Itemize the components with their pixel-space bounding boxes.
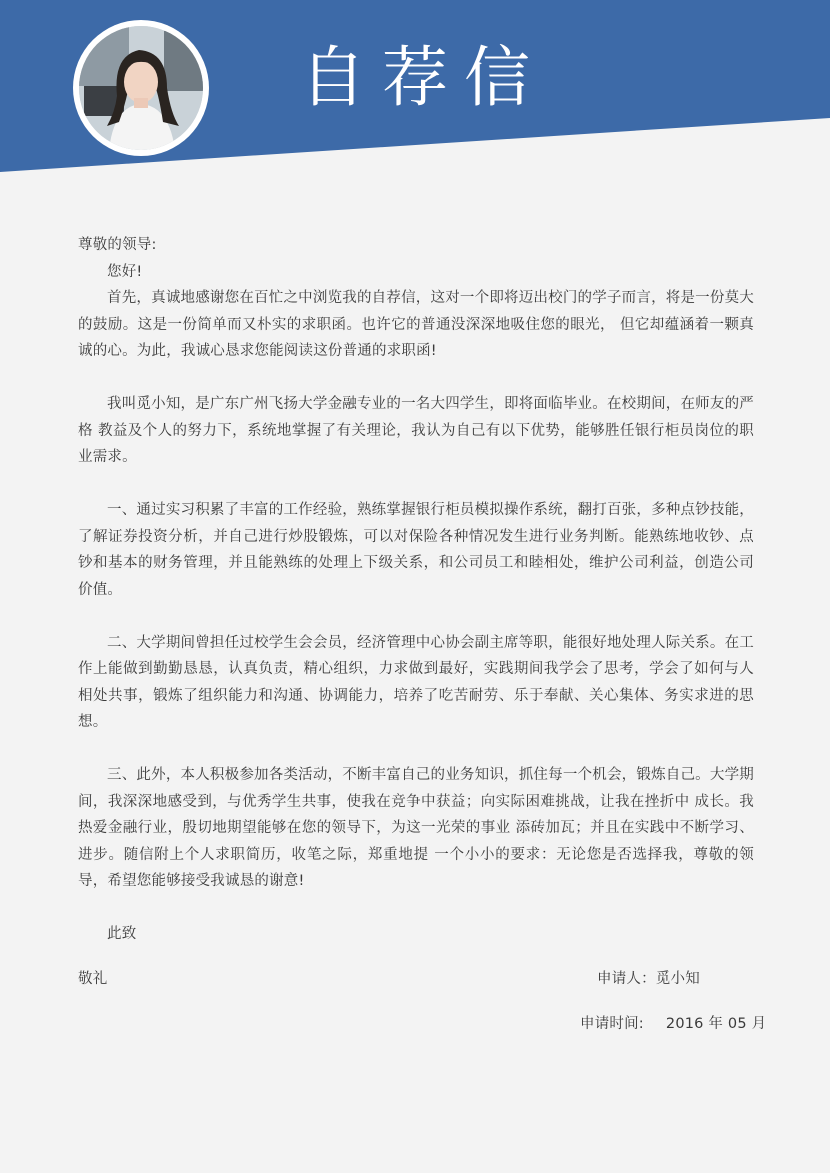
spacer [78, 365, 754, 392]
spacer [78, 895, 754, 922]
closing: 此致 [107, 926, 137, 942]
date-row [78, 1011, 767, 1041]
letter-body [78, 232, 767, 1041]
greeting: 您好! [107, 263, 143, 280]
paragraph-advantage-1: 一、通过实习积累了丰富的工作经验，熟练掌握银行柜员模拟操作系统，翻打百张，多种点钞技能，了解证券投资分析，并自己进行炒股锻炼，可以对保险各种情况发生进行业务判断。能熟练地收钞、点钞和基本的财务管理，并且能熟练的处理上下级关系，和公司员工和睦相处，维护公司利益，创造公司价值。 [78, 502, 754, 598]
avatar [73, 20, 209, 156]
spacer [78, 471, 754, 498]
paragraph-advantage-2: 二、大学期间曾担任过校学生会会员，经济管理中心协会副主席等职，能很好地处理人际关系。在工作上能做到勤勤恳恳，认真负责，精心组织，力求做到最好，实践期间我学会了思考，学会了如何与人相处共事，锻炼了组织能力和沟通、协调能力，培养了吃苦耐劳、乐于奉献、关心集体、务实求进的思想。 [78, 634, 754, 730]
spacer [78, 603, 754, 630]
paragraph-intro: 首先，真诚地感谢您在百忙之中浏览我的自荐信，这对一个即将迈出校门的学子而言，将是一份莫大的鼓励。这是一份简单而又朴实的求职函。也许它的普通没深深地吸住您的眼光， 但它却蕴涵着一颗真诚的心。为此，我诚心恳求您能阅读这份普通的求职函! [78, 290, 754, 359]
paragraph-self-introduction: 我叫觅小知，是广东广州飞扬大学金融专业的一名大四学生，即将面临毕业。在校期间，在师友的严格 教益及个人的努力下，系统地掌握了有关理论，我认为自己有以下优势，能够胜任银行柜员岗位的职业需求。 [78, 396, 754, 465]
salutation: 尊敬的领导: [78, 237, 157, 253]
closing-row [78, 966, 754, 1011]
profile-photo [79, 26, 203, 150]
date-label: 申请时间: [580, 1015, 644, 1032]
regards: 敬礼 [78, 970, 108, 987]
date-value: 2016 年 05 月 [665, 1015, 767, 1032]
applicant-signature: 申请人：觅小知 [597, 970, 700, 987]
paragraph-advantage-3: 三、此外，本人积极参加各类活动，不断丰富自己的业务知识，抓住每一个机会，锻炼自己。大学期间，我深深地感受到，与优秀学生共事，使我在竞争中获益；向实际困难挑战，让我在挫折中 成长。我热爱金融行业，殷切地期望能够在您的领导下，为这一光荣的事业 添砖加瓦；并且在实践中不断学习、进步。随信附上个人求职简历，收笔之际，郑重地提 一个小小的要求：无论您是否选择我，尊敬的领导，希望您能够接受我诚恳的谢意! [78, 767, 754, 889]
application-date [580, 1011, 766, 1038]
page-title: 自荐信 [300, 39, 546, 116]
profile-photo-illustration [79, 26, 203, 150]
spacer [78, 736, 754, 763]
